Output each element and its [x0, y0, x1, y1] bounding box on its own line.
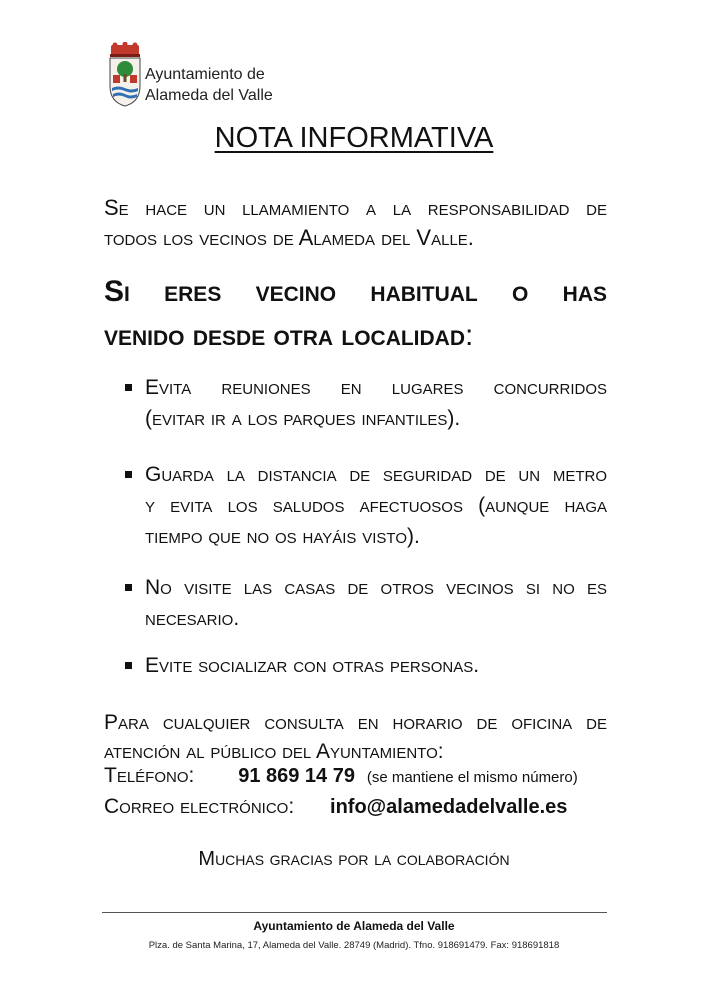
- footer-org: Ayuntamiento de Alameda del Valle: [253, 919, 455, 933]
- intro-line1: Se hace un llamamiento a la responsabilidad de: [104, 195, 607, 220]
- email-label: Correo electrónico:: [104, 795, 295, 818]
- coat-of-arms-icon: [105, 42, 145, 108]
- bullet-square-icon: [125, 471, 132, 478]
- contact-line2: atención al público del Ayuntamiento:: [104, 740, 444, 763]
- bullet-line: Guarda la distancia de seguridad de un metro: [145, 463, 607, 486]
- headline-suffix: :: [465, 319, 474, 352]
- phone-row: [104, 764, 578, 788]
- bullet-line: No visite las casas de otros vecinos si no es: [145, 576, 607, 599]
- bullet-square-icon: [125, 384, 132, 391]
- list-item: [104, 459, 607, 552]
- list-item: [104, 650, 607, 681]
- list-item: [104, 372, 607, 434]
- phone-note: (se mantiene el mismo número): [366, 769, 578, 786]
- phone-number[interactable]: 91 869 14 79: [238, 765, 355, 787]
- bullet-line: Evite socializar con otras personas.: [145, 654, 480, 677]
- thanks-message: Muchas gracias por la colaboración: [198, 848, 510, 870]
- bullet-line: necesario.: [145, 607, 240, 630]
- contact-info: [104, 708, 607, 766]
- bullet-square-icon: [125, 584, 132, 591]
- email-row: [104, 795, 567, 819]
- email-link[interactable]: info@alamedadelvalle.es: [330, 796, 568, 818]
- list-item: [104, 572, 607, 634]
- intro-line2: todos los vecinos de Alameda del Valle.: [104, 225, 474, 250]
- bullet-square-icon: [125, 662, 132, 669]
- bullet-line: Evita reuniones en lugares concurridos: [145, 376, 607, 399]
- bullet-line: (evitar ir a los parques infantiles).: [145, 407, 461, 430]
- headline-line1: Si eres vecino habitual o has: [104, 275, 607, 308]
- org-name-line2: Alameda del Valle: [145, 87, 273, 104]
- headline: [104, 270, 607, 358]
- contact-line1: Para cualquier consulta en horario de oficina de: [104, 711, 607, 734]
- org-name-line1: Ayuntamiento de: [145, 66, 265, 83]
- page-title: NOTA INFORMATIVA: [214, 122, 494, 154]
- org-name: [145, 64, 273, 106]
- footer-divider: [102, 912, 607, 913]
- footer-address: Plza. de Santa Marina, 17, Alameda del Valle. 28749 (Madrid). Tfno. 918691479. Fax: 918691818: [148, 940, 560, 951]
- headline-line2: venido desde otra localidad: [104, 319, 466, 352]
- phone-label: Teléfono:: [104, 764, 195, 787]
- bullet-line: tiempo que no os hayáis visto).: [145, 525, 420, 548]
- intro-paragraph: [104, 193, 607, 253]
- bullet-line: y evita los saludos afectuosos (aunque haga: [145, 494, 607, 517]
